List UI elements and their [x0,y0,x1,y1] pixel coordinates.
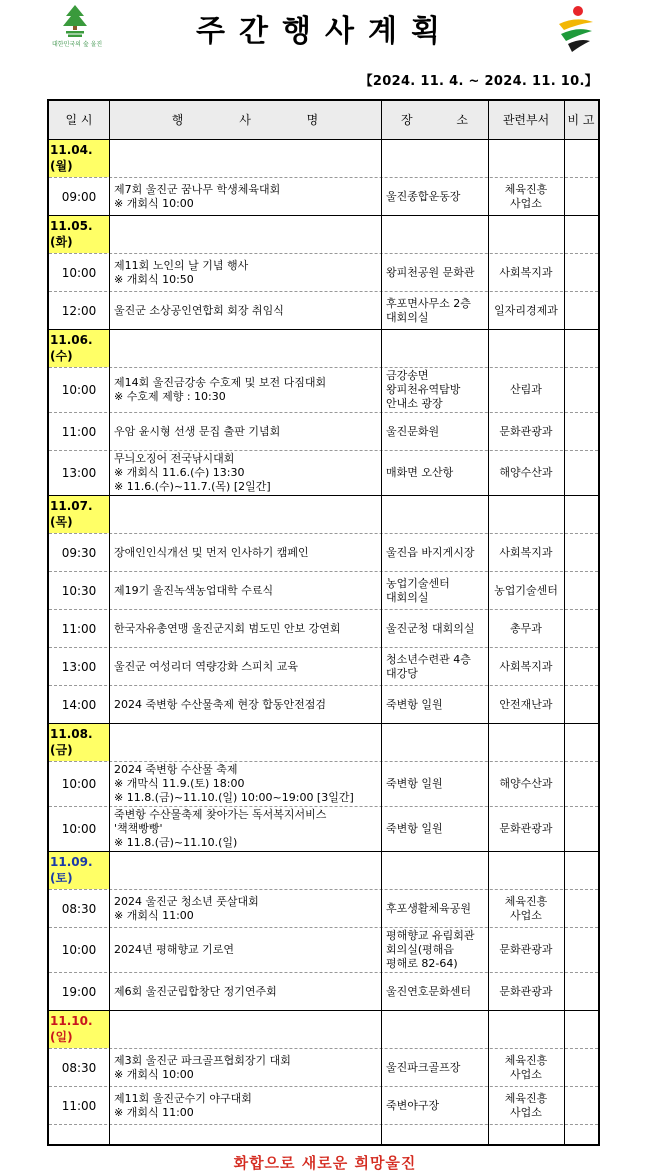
event-place-line: 왕피천유역탐방 [386,383,461,396]
event-dept [488,368,564,412]
event-name-line: 울진군 여성리더 역량강화 스피치 교육 [114,659,299,673]
event-row [49,292,598,330]
date-row [49,496,598,534]
event-place-line: 죽변항 일원 [386,777,443,790]
event-place-line: 대회의실 [386,590,429,604]
event-place [381,890,488,927]
event-dept [488,413,564,450]
date-row [49,330,598,368]
event-time: 10:00 [61,383,97,397]
event-dept [488,1049,564,1086]
event-place-line: 후포면사무소 2층 [386,296,471,310]
event-name [109,762,381,806]
event-name-line: ※ 개회식 11:00 [114,908,194,922]
event-dept-line: 체육진흥 [504,1091,548,1105]
event-place-line: 평해로 82-64) [386,957,458,970]
event-row [49,890,598,928]
event-name-line: 2024년 평해향교 기로연 [114,943,234,956]
event-dept-line: 일자리경제과 [494,303,558,317]
event-note [564,610,598,647]
event-dept-line: 문화관광과 [499,424,553,438]
column-header-name: 행 사 명 [171,113,345,127]
uljin-county-symbol-icon [556,4,596,56]
event-place [381,292,488,329]
date-label: 11.09.(토) [49,852,109,889]
event-place-line: 청소년수련관 4층 [386,652,471,666]
event-time: 10:30 [61,583,97,598]
event-name-line: 제14회 울진금강송 수호제 및 보전 다짐대회 [114,376,327,389]
event-row [49,534,598,572]
event-note [564,973,598,1010]
event-place-line: 죽변항 일원 [386,697,443,711]
event-time: 12:00 [61,303,97,318]
event-place-line: 평해향교 유림회관 [386,929,475,942]
event-place-line: 울진연호문화센터 [386,984,472,998]
event-note [564,413,598,450]
event-dept-line: 체육진흥 [504,1053,548,1067]
event-name [109,451,381,495]
event-note [564,686,598,723]
event-time: 14:00 [61,697,97,712]
uljin-pine-tree-emblem [52,4,103,54]
event-row [49,1049,598,1087]
event-name-line: ※ 개막식 11.9.(토) 18:00 [114,777,245,790]
date-row [49,216,598,254]
event-time: 09:00 [61,189,97,204]
event-note [564,1087,598,1124]
event-row [49,762,598,807]
event-name [109,368,381,412]
date-label: 11.05.(화) [49,216,109,253]
event-dept-line: 사회복지과 [499,545,553,559]
date-row [49,1011,598,1049]
event-time: 11:00 [61,1098,97,1113]
event-row [49,368,598,413]
event-place [381,1049,488,1086]
event-dept [488,534,564,571]
event-name-line: ※ 수호제 제향 : 10:30 [114,390,226,403]
event-dept [488,610,564,647]
date-label: 11.08.(금) [49,724,109,761]
event-place-line: 울진파크골프장 [386,1060,461,1074]
event-name [109,534,381,571]
event-row [49,1087,598,1125]
event-dept [488,451,564,495]
event-time: 13:00 [61,466,97,480]
event-name-line: 죽변항 수산물축제 찾아가는 독서복지서비스 [114,808,327,821]
event-dept [488,648,564,685]
uljin-pine-tree-emblem-icon [60,4,90,38]
event-time: 19:00 [61,984,97,999]
event-place-line: 울진종합운동장 [386,189,461,203]
event-name-line: ※ 개회식 11.6.(수) 13:30 [114,466,245,479]
table-header-row [49,101,598,140]
event-name [109,572,381,609]
event-dept-line: 사업소 [510,908,542,922]
event-note [564,928,598,972]
event-name-line: 제3회 울진군 파크골프협회장기 대회 [114,1053,291,1067]
date-row [49,852,598,890]
event-dept-line: 사업소 [510,196,542,210]
event-dept-line: 문화관광과 [499,984,553,998]
event-place-line: 후포생활체육공원 [386,901,472,915]
event-row [49,178,598,216]
event-name-line: 제7회 울진군 꿈나무 학생체육대회 [114,182,281,196]
event-time: 09:30 [61,545,97,560]
event-name [109,413,381,450]
event-place-line: 안내소 광장 [386,397,443,410]
event-name [109,178,381,215]
event-dept-line: 안전재난과 [499,697,553,711]
schedule-table [47,99,600,1146]
event-place-line: 왕피천공원 문화관 [386,265,475,279]
event-time: 10:00 [61,822,97,836]
event-dept-line: 체육진흥 [504,182,548,196]
event-dept-line: 문화관광과 [499,943,553,956]
event-name [109,973,381,1010]
event-note [564,572,598,609]
event-name-line: 한국자유총연맹 울진군지회 범도민 안보 강연회 [114,621,341,635]
column-header-note: 비 고 [567,113,595,127]
event-time: 08:30 [61,1060,97,1075]
event-place [381,254,488,291]
page-title: 주간행사계획 [196,14,454,49]
event-name [109,890,381,927]
event-place [381,686,488,723]
event-name-line: ※ 11.8.(금)~11.10.(일) [114,836,238,849]
event-place-line: 농업기술센터 [386,576,450,590]
event-place [381,368,488,412]
event-name-line: ※ 11.6.(수)~11.7.(목) [2일간] [114,480,271,493]
event-row [49,648,598,686]
date-label: 11.04.(월) [49,140,109,177]
date-label: 11.07.(목) [49,496,109,533]
event-dept [488,928,564,972]
event-dept [488,890,564,927]
date-row [49,140,598,178]
event-row [49,610,598,648]
event-row [49,973,598,1011]
event-place [381,413,488,450]
event-name [109,928,381,972]
event-place-line: 울진읍 바지게시장 [386,545,475,559]
event-name-line: ※ 11.8.(금)~11.10.(일) 10:00~19:00 [3일간] [114,791,354,804]
event-note [564,1049,598,1086]
event-dept-line: 문화관광과 [499,822,553,835]
event-time: 10:00 [61,777,97,791]
event-name-line: '책책빵빵' [114,822,163,835]
event-place [381,762,488,806]
event-name [109,1087,381,1124]
event-place-line: 울진문화원 [386,424,440,438]
event-place [381,610,488,647]
event-dept [488,292,564,329]
event-name-line: 제6회 울진군립합창단 정기연주회 [114,984,277,998]
event-dept-line: 사회복지과 [499,659,553,673]
event-row [49,686,598,724]
event-dept [488,807,564,851]
event-dept-line: 산림과 [510,383,542,396]
event-dept [488,572,564,609]
event-dept [488,178,564,215]
event-name-line: 2024 울진군 청소년 풋살대회 [114,894,259,908]
event-row [49,413,598,451]
event-name-line: 2024 죽변항 수산물 축제 [114,763,238,776]
event-time: 11:00 [61,621,97,636]
event-name [109,1049,381,1086]
date-row [49,724,598,762]
event-note [564,451,598,495]
event-note [564,762,598,806]
event-place [381,534,488,571]
event-row [49,572,598,610]
event-place [381,928,488,972]
event-row [49,254,598,292]
event-dept-line: 해양수산과 [499,466,553,479]
event-name-line: 제11회 노인의 날 기념 행사 [114,258,249,272]
event-name-line: 제11회 울진군수기 야구대회 [114,1091,252,1105]
event-name-line: ※ 개회식 10:00 [114,1067,194,1081]
event-dept [488,254,564,291]
event-dept [488,1087,564,1124]
event-place [381,807,488,851]
event-dept [488,762,564,806]
column-header-time: 일 시 [65,113,93,127]
event-place [381,648,488,685]
column-header-dept: 관련부서 [502,113,550,127]
event-dept-line: 총무과 [510,621,542,635]
event-dept-line: 사업소 [510,1105,542,1119]
event-note [564,292,598,329]
event-place-line: 대강당 [386,666,418,680]
event-place [381,178,488,215]
event-name [109,610,381,647]
event-name-line: 장애인인식개선 및 먼저 인사하기 캠페인 [114,545,309,559]
event-name [109,254,381,291]
event-place-line: 매화면 오산항 [386,466,454,479]
event-name-line: 제19기 울진녹색농업대학 수료식 [114,583,274,597]
event-dept-line: 체육진흥 [504,894,548,908]
event-note [564,890,598,927]
event-time: 13:00 [61,659,97,674]
event-note [564,368,598,412]
event-dept [488,973,564,1010]
event-time: 10:00 [61,265,97,280]
event-place-line: 대회의실 [386,310,429,324]
event-dept-line: 사회복지과 [499,265,553,279]
event-note [564,254,598,291]
event-place [381,1087,488,1124]
event-time: 08:30 [61,901,97,916]
date-label: 11.06.(수) [49,330,109,367]
page-header [0,0,650,66]
event-name [109,686,381,723]
event-name-line: ※ 개회식 11:00 [114,1105,194,1119]
event-note [564,534,598,571]
event-name-line: 2024 죽변항 수산물축제 현장 합동안전점검 [114,697,326,711]
uljin-county-symbol [556,4,596,56]
event-place-line: 금강송면 [386,369,429,382]
event-place-line: 죽변항 일원 [386,822,443,835]
column-header-place: 장 소 [401,113,488,127]
event-name-line: 우암 윤시형 선생 문집 출판 기념회 [114,424,281,438]
footer-slogan: 화합으로 새로운 희망울진 [233,1154,417,1172]
date-label: 11.10.(일) [49,1011,109,1048]
event-place-line: 죽변야구장 [386,1098,440,1112]
event-name [109,648,381,685]
event-time: 11:00 [61,424,97,439]
event-dept-line: 해양수산과 [499,777,553,790]
event-name [109,292,381,329]
event-name [109,807,381,851]
event-name-line: ※ 개회식 10:00 [114,196,194,210]
schedule-period: 【2024. 11. 4. ~ 2024. 11. 10.】 [359,74,598,89]
event-row [49,451,598,496]
logo-motto: 대한민국의 숲 울진 [52,41,103,48]
event-name-line: 울진군 소상공인연합회 회장 취임식 [114,303,284,317]
event-note [564,178,598,215]
event-place [381,572,488,609]
event-place-line: 울진군청 대회의실 [386,621,475,635]
event-note [564,807,598,851]
event-place [381,973,488,1010]
event-row [49,928,598,973]
event-note [564,648,598,685]
event-place-line: 회의실(평해읍 [386,943,455,956]
event-dept [488,686,564,723]
event-name-line: 무늬오징어 전국낚시대회 [114,452,235,465]
event-place [381,451,488,495]
event-dept-line: 사업소 [510,1067,542,1081]
event-dept-line: 농업기술센터 [494,583,558,597]
event-row [49,807,598,852]
event-name-line: ※ 개회식 10:50 [114,272,194,286]
event-time: 10:00 [61,943,97,957]
